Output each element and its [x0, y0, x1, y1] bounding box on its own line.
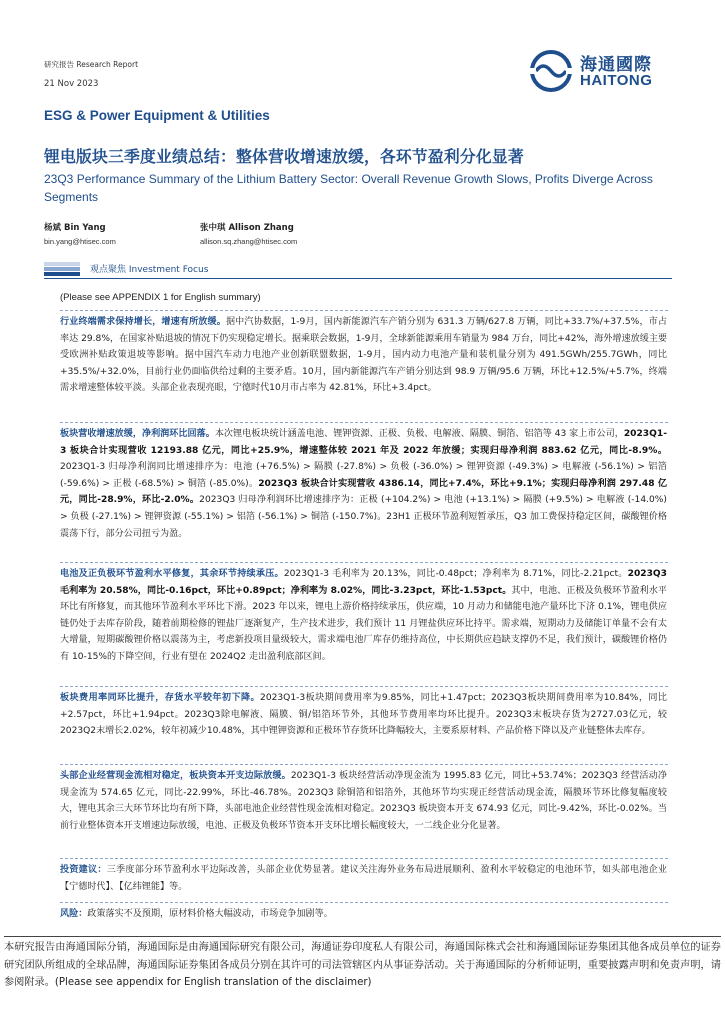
paragraph-body: 三季度部分环节盈利水平边际改善，头部企业优势显著。建议关注海外业务布局进展顺利、盈利水平较稳定的电池环节，如头部电池企业【宁德时代】、【亿纬锂能】等。	[60, 865, 667, 892]
paragraph-lead: 板块营收增速放缓，净利润环比回落。	[60, 429, 215, 439]
paragraph-body: 2023Q1-3 毛利率为 20.13%，同比-0.48pct；净利率为 8.71%，同比-2.21pct。	[283, 569, 628, 579]
paragraph-revenue-profit	[60, 426, 667, 542]
paragraph-lead: 投资建议：	[60, 865, 107, 875]
haitong-logo-mark-icon	[530, 50, 572, 92]
paragraph-divider	[60, 764, 668, 765]
author-email-1[interactable]: bin.yang@htisec.com	[44, 237, 116, 246]
paragraph-body: 2023Q1-3 板块经营活动净现金流为 1995.83 亿元，同比+53.74%；2023Q3 经营活动净现金流为 574.65 亿元，同比-22.99%，环比-46.78%。2023Q3 除铜箔和铝箔外，其他环节均实现正经营活动现金流，隔膜环节环比修复幅度较大，锂电其余三大环节环比均有所下降，头部电池企业经营性现金流相对稳定。2023Q3 板块资本开支 674.93 亿元，同比-9.42%，环比-0.02%。当前行业整体资本开支增速边际放缓，电池、正极及负极环节资本开支环比增长幅度较大，一二线企业分化显著。	[60, 771, 667, 831]
haitong-logo	[530, 46, 680, 94]
report-title-en: 23Q3 Performance Summary of the Lithium Battery Sector: Overall Revenue Growth Slows, Profits Diverge Across Segments	[44, 172, 653, 204]
paragraph-expenses-inventory	[60, 690, 667, 740]
paragraph-risks	[60, 906, 667, 923]
paragraph-body: 2023Q1-3板块期间费用率为9.85%，同比+1.47pct；2023Q3板块期间费用率为10.84%，同比+2.57pct，环比+1.94pct。2023Q3除电解液、隔膜、铜/铝箔环节外，其他环节费用率均环比提升。2023Q3末板块存货为2727.03亿元，较2023Q2末增长2.02%，较年初减少10.48%，其中锂钾资源和正极环节存货环比降幅较大，主要系原材料、产品价格下降以及产业链整体去库存。	[60, 693, 667, 737]
paragraph-divider	[60, 422, 668, 423]
paragraph-bold: 2023Q3 板块合计实现营收 4386.14，同比+7.4%，环比+9.1%；实现归母净利润 297.48 亿元，同比-28.9%，环比-2.0%。	[60, 478, 667, 506]
paragraph-margins	[60, 566, 667, 666]
paragraph-lead: 行业终端需求保持增长，增速有所放缓。	[60, 317, 226, 327]
paragraph-bold: 2023Q1-3 板块合计实现营收 12193.88 亿元，同比+25.9%，增速整体较 2021 年及 2022 年放缓；实现归母净利润 883.62 亿元，同比-8.9%。	[60, 429, 667, 456]
logo-en-text: HAITONG	[580, 72, 653, 89]
paragraph-divider	[60, 902, 668, 903]
paragraph-lead: 电池及正负极环节盈利水平修复，其余环节持续承压。	[60, 569, 284, 579]
focus-stripes-icon	[44, 260, 84, 278]
paragraph-divider	[60, 858, 668, 859]
paragraph-cashflow-capex	[60, 768, 667, 834]
author-email-2[interactable]: allison.sq.zhang@htisec.com	[200, 237, 298, 246]
sector-label: ESG & Power Equipment & Utilities	[44, 108, 270, 123]
focus-label: 观点聚焦 Investment Focus	[90, 265, 209, 275]
author-name-1: 杨斌 Bin Yang	[44, 223, 106, 233]
paragraph-lead: 风险：	[60, 909, 88, 919]
paragraph-body: 据中汽协数据，1-9月，国内新能源汽车产销分别为 631.3 万辆/627.8 万辆，同比+33.7%/+37.5%，市占率达 29.8%，在国家补贴退坡的情况下仍实现稳定增长。据乘联会数据，1-9月，全球新能源乘用车销量为 984 万台，同比+42%，海外增速放缓主要受欧洲补贴政策退坡等影响。据中国汽车动力电池产业创新联盟数据，1-9月，国内动力电池产量和装机量分别为 491.5GWh/255.7GWh，同比+35.5%/+32.0%，目前行业仍面临供给过剩的主要矛盾。10月，国内新能源汽车产销分别达到 98.9 万辆/95.6 万辆，环比+12.5%/+5.7%，终端需求增速整体较平淡。头部企业表现亮眼，宁德时代10月市占率为 42.81%，环比+3.4pct。	[60, 317, 667, 394]
paragraph-body: 本次锂电板块统计涵盖电池、锂钾资源、正极、负极、电解液、隔膜、铜箔、铝箔等 43 家上市公司，	[214, 429, 624, 439]
paragraph-lead: 头部企业经营现金流相对稳定，板块资本开支边际放缓。	[60, 771, 291, 781]
paragraph-body: 政策落实不及预期，原材料价格大幅波动，市场竞争加剧等。	[87, 909, 333, 919]
paragraph-lead: 板块费用率同环比提升，存货水平较年初下降。	[60, 693, 261, 703]
logo-cn-text: 海通國際	[580, 55, 652, 75]
report-title-cn: 锂电版块三季度业绩总结：整体营收增速放缓，各环节盈利分化显著	[44, 147, 524, 166]
paragraph-body: 2023Q3 归母净利润环比增速排序为：正极 (+104.2%) > 电池 (+13.1%) > 隔膜 (+9.5%) > 电解液 (-14.0%) > 负极 (-27.1%) > 锂钾资源 (-55.1%) > 铝箔 (-56.1%) > 铜箔 (-150.7%)。23H1 正极环节盈利短暂承压，Q3 加工费保持稳定区间，碳酸锂价格震荡下行，部分公司扭亏为盈。	[60, 495, 667, 539]
doc-type-label: 研究报告 Research Report	[44, 60, 139, 69]
paragraph-divider	[60, 562, 668, 563]
author-name-2: 张中琪 Allison Zhang	[200, 223, 294, 233]
paragraph-divider	[60, 686, 668, 687]
report-date: 21 Nov 2023	[44, 79, 99, 89]
disclaimer-text: 本研究报告由海通国际分销，海通国际是由海通国际研究有限公司，海通证券印度私人有限公司，海通国际株式会社和海通国际证券集团其他各成员单位的证券研究团队所组成的全球品牌，海通国际证券集团各成员分别在其许可的司法管辖区内从事证券活动。关于海通国际的分析师证明，重要披露声明和免责声明，请参阅附录。(Please see appendix for English translation of the disclaimer)	[4, 942, 721, 988]
paragraph-industry-demand	[60, 314, 667, 397]
english-summary-note: (Please see APPENDIX 1 for English summary)	[60, 292, 261, 303]
paragraph-body: 其中，电池、正极及负极环节盈利水平环比有所修复，而其他环节盈利水平环比下滑。2023 年以来，锂电上游价格持续承压，供应端，10 月动力和储能电池产量环比下济 0.1%，锂电供应链仍处于去库存阶段，随着前期检修的锂盐厂逐渐复产，生产技术进步，我们预计 11 月锂盐供应环比持平。需求端，短期动力及储能订单量不会有太大增量，短期碳酸锂价格以震荡为主，考虑新投项目量级较大，需求端电池厂库存仍维持高位，中长期供应趋缺支撑仍不足，我们预计，碳酸锂价格仍有 10-15%的下降空间，行业有望在 2024Q2 走出盈利底部区间。	[60, 585, 667, 662]
paragraph-body: 2023Q1-3 归母净利润同比增速排序为：电池 (+76.5%) > 隔膜 (-27.8%) > 负极 (-36.0%) > 锂钾资源 (-49.3%) > 电解液 (-56.1%) > 铝箔(-59.6%) > 正极 (-68.5%) > 铜箔 (-85.0%)。	[60, 462, 667, 489]
disclaimer-divider	[4, 936, 721, 937]
paragraph-divider	[60, 310, 668, 311]
paragraph-bold: 2023Q3 毛利率为 20.58%，同比-0.16pct，环比+0.89pct；净利率为 8.02%，同比-3.23pct，环比-1.53pct。	[60, 569, 667, 596]
paragraph-investment-advice	[60, 862, 667, 895]
